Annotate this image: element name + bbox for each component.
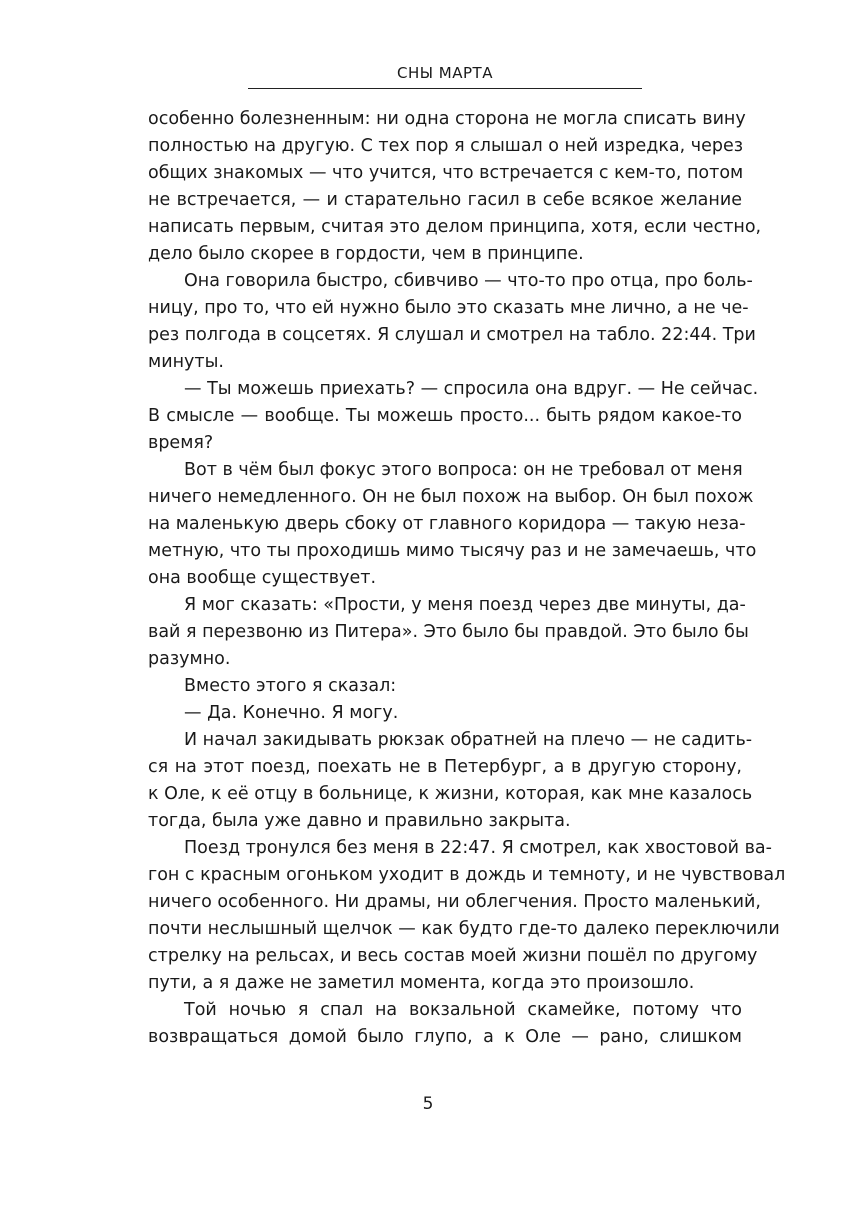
text-line: Вот в чём был фокус этого вопроса: он не требовал от меня (184, 460, 743, 480)
paragraph (148, 727, 753, 835)
text-line: Той ночью я спал на вокзальной скамейке, потому что (184, 1000, 742, 1020)
text-line: И начал закидывать рюкзак обратней на плечо — не садить- (184, 730, 753, 750)
text-line: ся на этот поезд, поехать не в Петербург, а в другую сторону, (148, 757, 742, 777)
text-line: к Оле, к её отцу в больнице, к жизни, которая, как мне казалось (148, 784, 753, 804)
text-line: гон с красным огоньком уходит в дождь и темноту, и не чувствовал (148, 865, 786, 885)
paragraph (148, 835, 786, 997)
text-line: полностью на другую. С тех пор я слышал о ней изредка, через (148, 136, 744, 156)
text-line: почти неслышный щелчок — как будто где-то далеко переключили (148, 919, 780, 939)
paragraph (148, 592, 749, 673)
text-line: пути, а я даже не заметил момента, когда это произошло. (148, 973, 695, 993)
text-line: стрелку на рельсах, и весь состав моей жизни пошёл по другому (148, 946, 758, 966)
text-line: Вместо этого я сказал: (184, 676, 397, 696)
paragraph (148, 673, 742, 700)
text-line: рез полгода в соцсетях. Я слушал и смотрел на табло. 22:44. Три (148, 325, 756, 345)
page-number: 5 (422, 1094, 434, 1114)
body-text (148, 106, 786, 1051)
text-line: на маленькую дверь сбоку от главного коридора — такую неза- (148, 514, 746, 534)
text-line: возвращаться домой было глупо, а к Оле — рано, слишком (148, 1027, 742, 1047)
paragraph (148, 376, 759, 457)
text-line: В смысле — вообще. Ты можешь просто... быть рядом какое-то (148, 406, 742, 426)
running-head-title: СНЫ МАРТА (248, 64, 642, 89)
text-line: тогда, была уже давно и правильно закрыта. (148, 811, 571, 831)
text-line: общих знакомых — что учится, что встречается с кем-то, потом (148, 163, 744, 183)
text-line: ничего немедленного. Он не был похож на выбор. Он был похож (148, 487, 754, 507)
text-line: разумно. (148, 649, 231, 669)
text-line: особенно болезненным: ни одна сторона не могла списать вину (148, 109, 746, 129)
paragraph (148, 106, 762, 268)
text-line: метную, что ты проходишь мимо тысячу раз и не замечаешь, что (148, 541, 757, 561)
text-line: она вообще существует. (148, 568, 377, 588)
text-line: ницу, про то, что ей нужно было это сказать мне лично, а не че- (148, 298, 749, 318)
text-line: — Ты можешь приехать? — спросила она вдруг. — Не сейчас. (184, 379, 759, 399)
text-line: не встречается, — и старательно гасил в себе всякое желание (148, 190, 742, 210)
text-line: написать первым, считая это делом принципа, хотя, если честно, (148, 217, 762, 237)
text-line: дело было скорее в гордости, чем в принципе. (148, 244, 584, 264)
paragraph (148, 457, 757, 592)
paragraph (148, 268, 756, 376)
paragraph (148, 997, 742, 1051)
paragraph (148, 700, 742, 727)
text-line: — Да. Конечно. Я могу. (184, 703, 399, 723)
text-line: Она говорила быстро, сбивчиво — что-то про отца, про боль- (184, 271, 753, 291)
text-line: минуты. (148, 352, 224, 372)
text-line: вай я перезвоню из Питера». Это было бы правдой. Это было бы (148, 622, 749, 642)
text-line: время? (148, 433, 214, 453)
text-line: Я мог сказать: «Прости, у меня поезд через две минуты, да- (184, 595, 746, 615)
text-line: Поезд тронулся без меня в 22:47. Я смотрел, как хвостовой ва- (184, 838, 772, 858)
text-line: ничего особенного. Ни драмы, ни облегчения. Просто маленький, (148, 892, 761, 912)
